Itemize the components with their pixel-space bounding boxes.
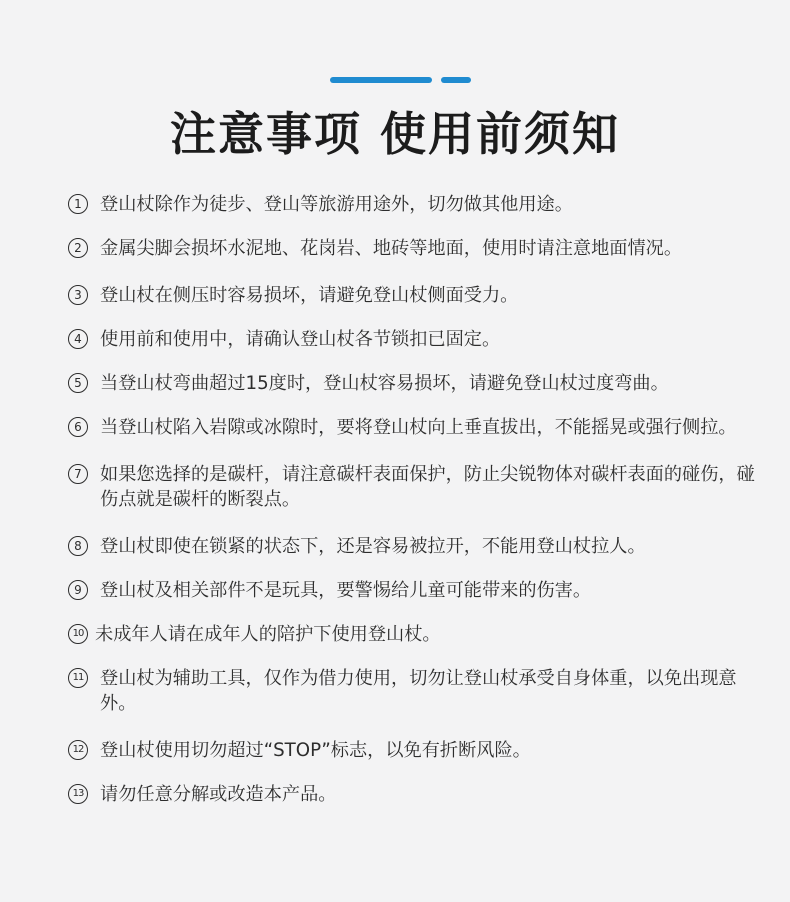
item-text: 使用前和使用中，请确认登山杖各节锁扣已固定。 bbox=[100, 329, 501, 350]
item-number: 4 bbox=[68, 329, 88, 349]
page-title: 注意事项 使用前须知 bbox=[169, 107, 620, 161]
item-number: 10 bbox=[68, 624, 88, 644]
item-number: 12 bbox=[68, 740, 88, 760]
notice-list bbox=[68, 192, 768, 826]
item-text: 未成年人请在成年人的陪护下使用登山杖。 bbox=[95, 624, 441, 645]
item-text: 登山杖在侧压时容易损坏，请避免登山杖侧面受力。 bbox=[100, 285, 519, 306]
item-number: 8 bbox=[68, 536, 88, 556]
item-number: 9 bbox=[68, 580, 88, 600]
item-number: 6 bbox=[68, 417, 88, 437]
item-text: 如果您选择的是碳杆，请注意碳杆表面保护，防止尖锐物体对碳杆表面的碰伤，碰伤点就是碳杆的断裂点。 bbox=[100, 464, 755, 510]
item-text: 登山杖除作为徒步、登山等旅游用途外，切勿做其他用途。 bbox=[100, 194, 573, 215]
list-item bbox=[68, 534, 768, 559]
item-text: 登山杖使用切勿超过“STOP”标志，以免有折断风险。 bbox=[100, 740, 531, 761]
item-number: 13 bbox=[68, 784, 88, 804]
list-item bbox=[68, 782, 768, 807]
item-text: 金属尖脚会损坏水泥地、花岗岩、地砖等地面，使用时请注意地面情况。 bbox=[100, 238, 683, 259]
item-text: 当登山杖陷入岩隙或冰隙时，要将登山杖向上垂直拔出，不能摇晃或强行侧拉。 bbox=[100, 417, 737, 438]
list-item bbox=[68, 666, 768, 716]
list-item bbox=[68, 578, 768, 603]
list-item bbox=[68, 462, 768, 512]
item-number: 7 bbox=[68, 464, 88, 484]
accent-bar-short bbox=[441, 77, 471, 83]
accent-bar-long bbox=[330, 77, 432, 83]
list-item bbox=[68, 283, 768, 308]
item-number: 3 bbox=[68, 285, 88, 305]
item-text: 当登山杖弯曲超过15度时，登山杖容易损坏，请避免登山杖过度弯曲。 bbox=[100, 373, 669, 394]
list-item bbox=[68, 236, 768, 261]
list-item bbox=[68, 622, 768, 647]
item-text: 请勿任意分解或改造本产品。 bbox=[100, 784, 337, 805]
item-number: 2 bbox=[68, 238, 88, 258]
item-number: 1 bbox=[68, 194, 88, 214]
item-number: 5 bbox=[68, 373, 88, 393]
list-item bbox=[68, 192, 768, 217]
item-text: 登山杖即使在锁紧的状态下，还是容易被拉开，不能用登山杖拉人。 bbox=[100, 536, 646, 557]
item-text: 登山杖为辅助工具，仅作为借力使用，切勿让登山杖承受自身体重，以免出现意外。 bbox=[100, 668, 737, 714]
item-text: 登山杖及相关部件不是玩具，要警惕给儿童可能带来的伤害。 bbox=[100, 580, 592, 601]
item-number: 11 bbox=[68, 668, 88, 688]
list-item bbox=[68, 415, 768, 440]
list-item bbox=[68, 327, 768, 352]
list-item bbox=[68, 371, 768, 396]
list-item bbox=[68, 738, 768, 763]
